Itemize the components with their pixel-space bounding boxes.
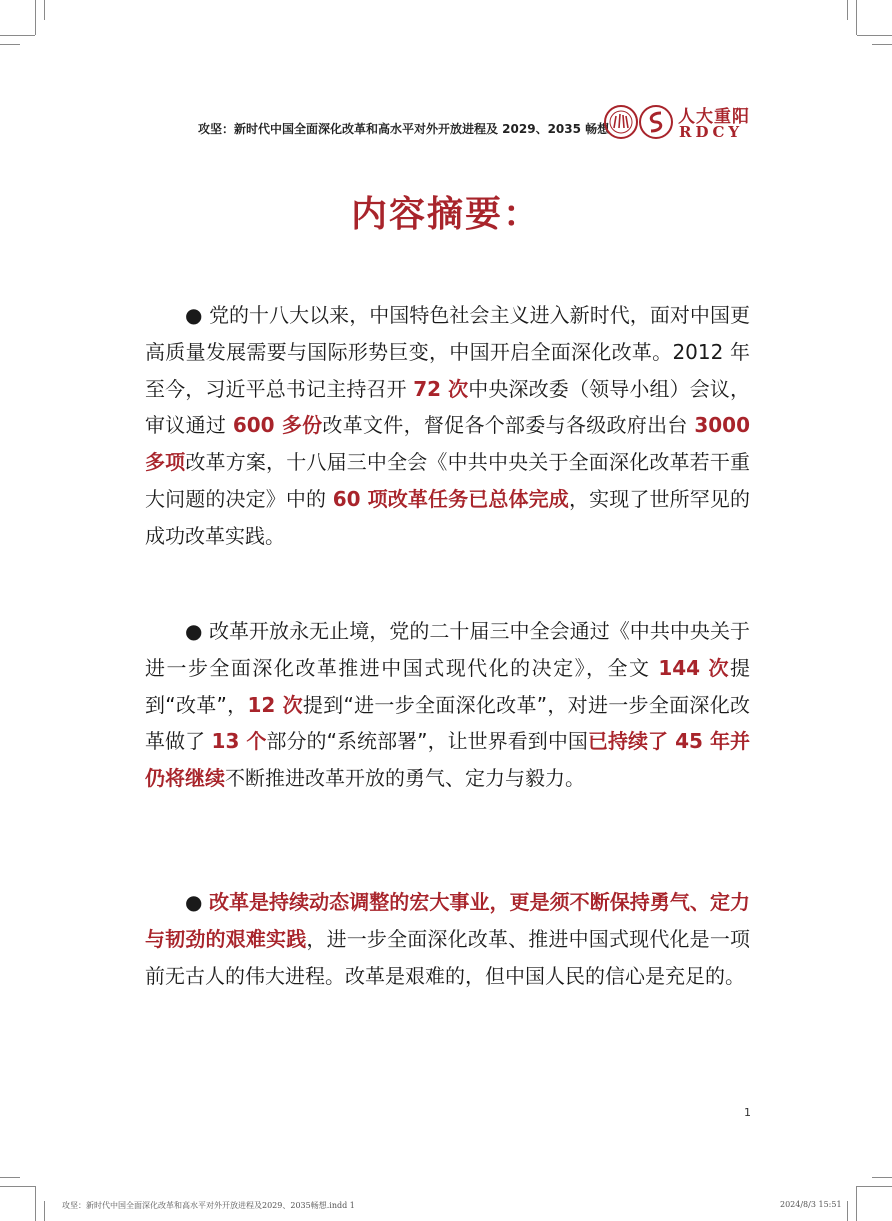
print-slug-file: 攻坚：新时代中国全面深化改革和高水平对外开放进程及2029、2035畅想.indd 1	[62, 1201, 355, 1210]
highlight-text: 12 次	[247, 692, 303, 717]
crop-mark	[0, 1186, 35, 1187]
crop-mark	[0, 35, 35, 36]
body-text: 党的十八大以来，中国特色社会主义进入新时代，面对中国更高质量发展需要与国际形势巨变，中国开启全面深化改革。2012 年至今，习近平总书记主持召开	[145, 303, 751, 401]
crop-mark	[35, 0, 36, 35]
body-text: 提到“改革”，	[145, 655, 750, 717]
body-text: ，进一步全面深化改革、推进中国式现代化是一项前无古人的伟大进程。改革是艰难的，但中国人民的信心是充足的。	[145, 926, 751, 988]
highlight-text: 600 多份	[232, 413, 323, 438]
crop-mark	[44, 1201, 45, 1221]
running-header: 攻坚：新时代中国全面深化改革和高水平对外开放进程及 2029、2035 畅想	[198, 122, 610, 136]
body-text: 提到“进一步全面深化改革”，对进一步全面深化改革做了	[145, 692, 751, 754]
body-text: 改革文件，督促各个部委与各级政府出台	[322, 413, 695, 438]
bullet-icon: ●	[185, 303, 209, 327]
body-text: 改革开放永无止境，党的二十届三中全会通过《中共中央关于进一步全面深化改革推进中国式现代化的决定》，全文	[145, 619, 751, 680]
crop-mark	[35, 1186, 36, 1221]
logo-chinese-text: 人大重阳	[678, 107, 750, 127]
page-title: 内容摘要：	[350, 194, 541, 235]
logo-english-text: RDCY	[679, 123, 744, 141]
crop-mark	[856, 1186, 857, 1221]
crop-mark	[0, 44, 20, 45]
crop-mark	[0, 1177, 20, 1178]
crop-mark	[872, 44, 892, 45]
highlight-text: 13 个	[211, 729, 267, 754]
summary-paragraph-2	[145, 613, 750, 797]
highlight-text: 144 次	[658, 655, 730, 680]
highlight-text: 72 次	[413, 376, 469, 401]
rdcy-logo	[603, 102, 753, 142]
body-text: 部分的“系统部署”，让世界看到中国	[266, 729, 588, 754]
crop-mark	[857, 35, 892, 36]
bullet-icon: ●	[185, 890, 209, 914]
print-slug-date: 2024/8/3 15:51	[780, 1200, 842, 1209]
crop-mark	[872, 1177, 892, 1178]
crop-mark	[856, 0, 857, 35]
seal-logo-icon	[603, 102, 677, 142]
highlight-text: 改革是持续动态调整的宏大事业，更是须不断保持勇气、定力与韧劲的艰难实践	[145, 890, 751, 951]
bullet-icon: ●	[185, 619, 209, 643]
body-text: 不断推进改革开放的勇气、定力与毅力。	[225, 766, 585, 791]
highlight-text: 3000 多项	[145, 413, 751, 475]
body-text: 中央深改委（领导小组）会议，审议通过	[145, 376, 751, 438]
body-text: 改革方案，十八届三中全会《中共中央关于全面深化改革若干重大问题的决定》中的	[145, 450, 751, 511]
crop-mark	[44, 0, 45, 20]
highlight-text: 已持续了 45 年并仍将继续	[145, 729, 750, 791]
body-text: ，实现了世所罕见的成功改革实践。	[145, 486, 751, 548]
crop-mark	[847, 0, 848, 20]
summary-paragraph-3	[145, 884, 750, 994]
highlight-text: 60 项改革任务已总体完成	[332, 486, 569, 511]
crop-mark	[847, 1201, 848, 1221]
crop-mark	[857, 1186, 892, 1187]
page-number: 1	[744, 1106, 751, 1119]
summary-paragraph-1	[145, 297, 750, 555]
